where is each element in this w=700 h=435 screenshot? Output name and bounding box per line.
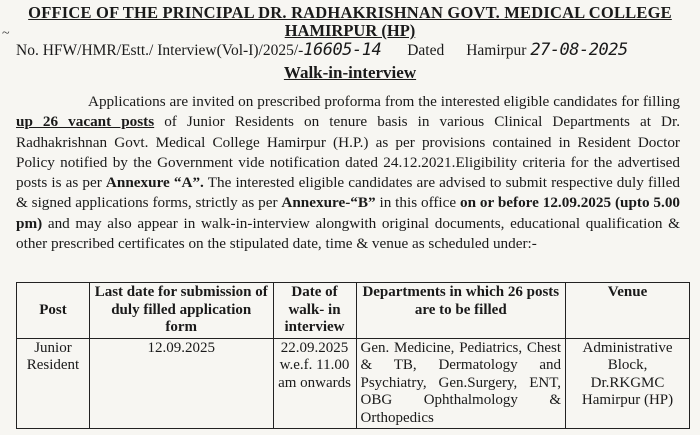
annexure-a: Annexure “A”. bbox=[105, 174, 204, 192]
body-text-1: Applications are invited on prescribed proforma from the interested eligible candidates for filling bbox=[88, 93, 680, 110]
header-interview-date: Date of walk- in interview bbox=[273, 283, 356, 339]
office-location-heading: HAMIRPUR (HP) bbox=[284, 21, 416, 40]
header-venue: Venue bbox=[566, 283, 690, 339]
notice-title: Walk-in-interview bbox=[283, 63, 417, 82]
cell-venue: Administrative Block, Dr.RKGMC Hamirpur (HP) bbox=[566, 338, 690, 429]
header-post: Post bbox=[17, 283, 90, 339]
body-text-4: in this office bbox=[375, 194, 460, 212]
handwritten-reference-number: 16605-14 bbox=[303, 40, 382, 60]
dated-label: Dated bbox=[407, 42, 445, 59]
cell-last-date: 12.09.2025 bbox=[89, 338, 273, 429]
body-text-3: The interested eligible candidates are advised to submit respective duly filled & signed applications forms, strictly as per bbox=[16, 174, 680, 212]
cell-interview-date: 22.09.2025 w.e.f. 11.00 am onwards bbox=[273, 338, 356, 429]
annexure-b: Annexure-“B” bbox=[281, 194, 376, 212]
schedule-table bbox=[16, 282, 690, 429]
reference-line bbox=[16, 40, 628, 60]
table-row bbox=[17, 338, 690, 429]
posts-count: up 26 vacant posts bbox=[16, 113, 155, 131]
handwritten-date: 27-08-2025 bbox=[530, 40, 628, 60]
notice-body bbox=[16, 92, 680, 254]
office-heading: OFFICE OF THE PRINCIPAL DR. RADHAKRISHNAN GOVT. MEDICAL COLLEGE bbox=[28, 3, 672, 22]
header-departments: Departments in which 26 posts are to be filled bbox=[356, 283, 566, 339]
cell-post: Junior Resident bbox=[17, 338, 90, 429]
header-last-date: Last date for submission of duly filled application form bbox=[89, 283, 273, 339]
body-text-5: and may also appear in walk-in-interview alongwith original documents, educational qualification & other prescribed certificates on the stipulated date, time & venue as scheduled under:- bbox=[16, 214, 680, 253]
deadline: on or before 12.09.2025 (upto 5.00 pm) bbox=[16, 194, 681, 232]
body-text-2: of Junior Residents on tenure basis in various Clinical Departments at Dr. Radhakrishnan Govt. Medical College Hamirpur (H.P.) as per provisions contained in Resident Doctor Policy notified by the Government vide notification dated 24.12.2021.Eligibility criteria for the advertised posts is as per bbox=[16, 113, 680, 192]
table-header-row bbox=[17, 283, 690, 339]
place-label: Hamirpur bbox=[466, 42, 527, 59]
reference-number-prefix: No. HFW/HMR/Estt./ Interview(Vol-I)/2025/- bbox=[16, 42, 304, 59]
cell-departments: Gen. Medicine, Pediatrics, Chest & TB, Dermatology and Psychiatry, Gen.Surgery, ENT, OBG Ophthalmology & Orthopedics bbox=[356, 338, 566, 429]
margin-mark: ~ bbox=[2, 26, 10, 41]
